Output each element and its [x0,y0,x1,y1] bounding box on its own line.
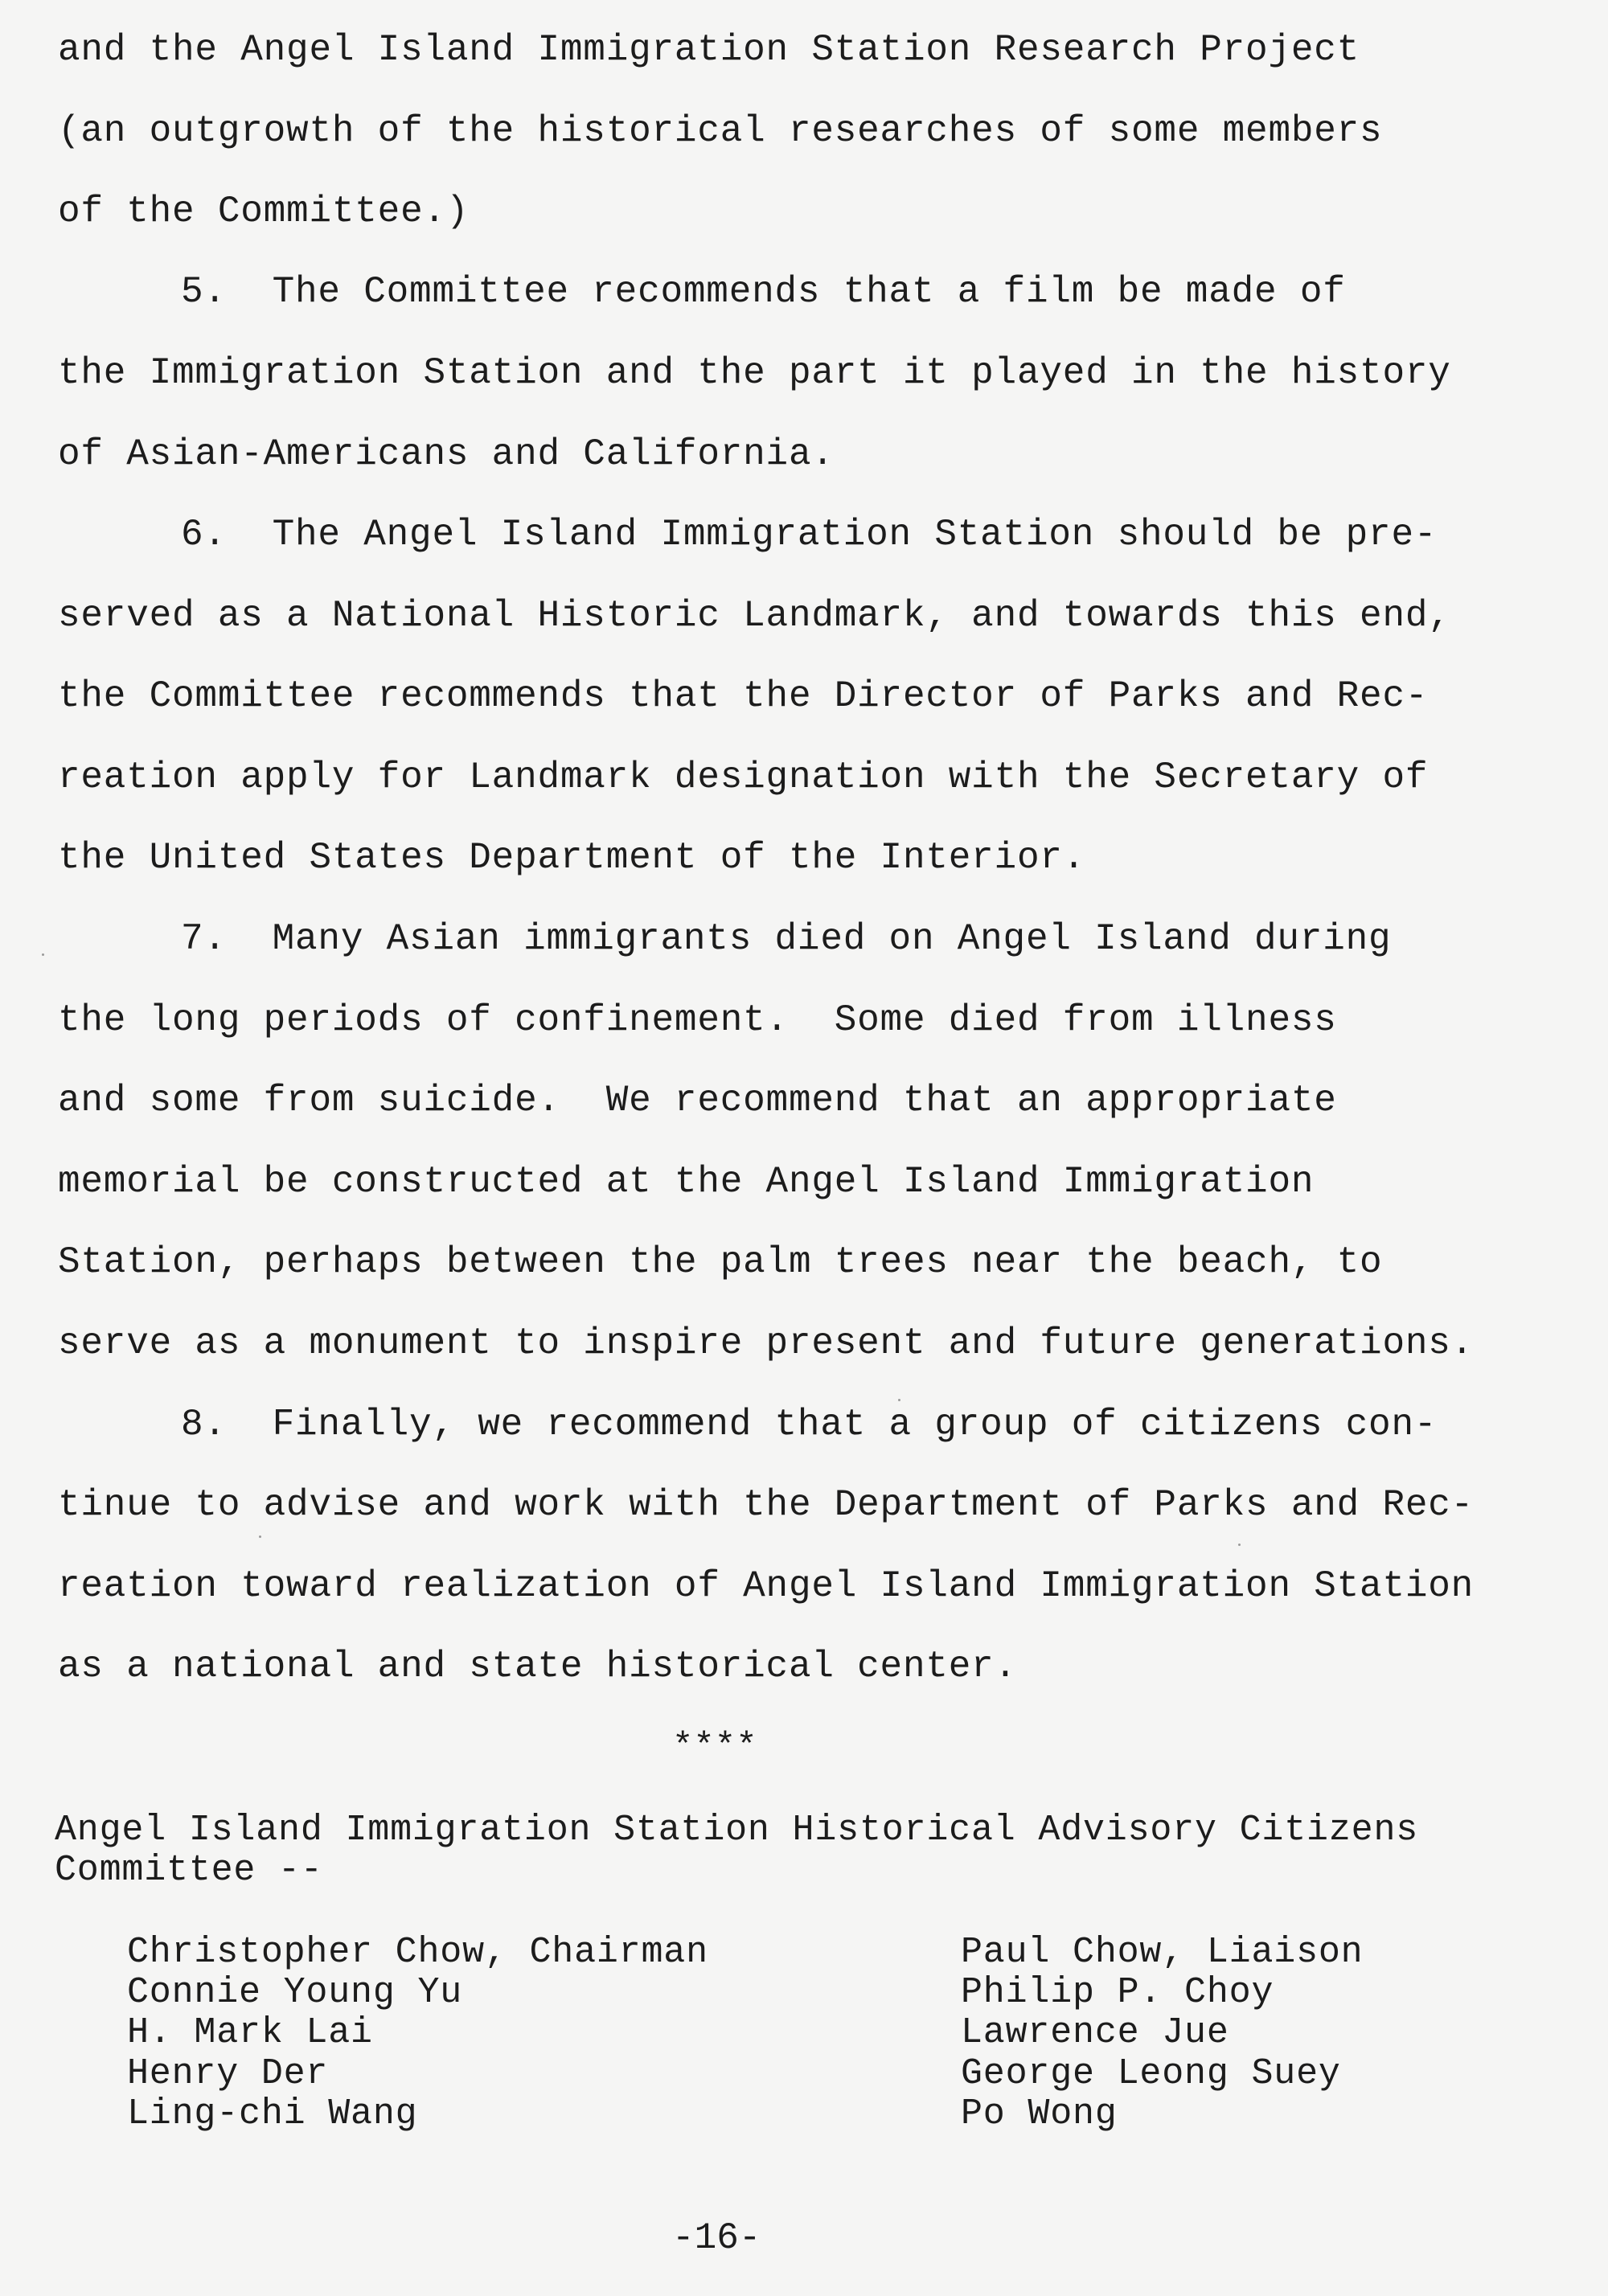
committee-heading: Committee -- [55,1850,323,1891]
member-name: Paul Chow, Liaison [961,1932,1364,1973]
member-name: Po Wong [961,2093,1118,2134]
body-line: memorial be constructed at the Angel Island Immigration [58,1161,1315,1203]
paper-speck [1238,1544,1241,1546]
recommendation-8-line: 8. Finally, we recommend that a group of citizens con- [181,1404,1438,1445]
body-line: served as a National Historic Landmark, and towards this end, [58,595,1451,637]
member-name: H. Mark Lai [127,2012,373,2053]
body-line: the United States Department of the Interior. [58,837,1086,879]
body-line: the Committee recommends that the Director of Parks and Rec- [58,675,1429,717]
recommendation-5-line: 5. The Committee recommends that a film be made of [181,271,1346,313]
body-line: and some from suicide. We recommend that an appropriate [58,1080,1337,1121]
recommendation-7-line: 7. Many Asian immigrants died on Angel Island during [181,918,1392,960]
body-line: the long periods of confinement. Some died from illness [58,999,1337,1041]
body-line: tinue to advise and work with the Department of Parks and Rec- [58,1484,1475,1526]
body-line: Station, perhaps between the palm trees near the beach, to [58,1241,1383,1283]
paper-speck [42,953,44,956]
body-line: reation toward realization of Angel Island Immigration Station [58,1565,1475,1607]
paper-speck [259,1535,261,1538]
body-line: as a national and state historical center. [58,1646,1017,1687]
body-line: and the Angel Island Immigration Station Research Project [58,29,1360,71]
body-line: (an outgrowth of the historical researches of some members [58,110,1383,152]
member-name: George Leong Suey [961,2053,1341,2094]
member-name: Philip P. Choy [961,1972,1274,2013]
body-line: serve as a monument to inspire present and future generations. [58,1322,1475,1364]
body-line: the Immigration Station and the part it played in the history [58,352,1451,394]
recommendation-6-line: 6. The Angel Island Immigration Station should be pre- [181,514,1438,556]
body-line: of the Committee.) [58,191,470,232]
committee-heading: Angel Island Immigration Station Historical Advisory Citizens [55,1810,1419,1851]
member-name: Christopher Chow, Chairman [127,1932,708,1973]
body-line: of Asian-Americans and California. [58,433,835,475]
member-name: Henry Der [127,2053,329,2094]
member-name: Connie Young Yu [127,1972,463,2013]
paper-speck [898,1399,900,1401]
page-number: -16- [672,2217,761,2259]
section-separator: **** [672,1727,757,1767]
member-name: Ling-chi Wang [127,2093,418,2134]
body-line: reation apply for Landmark designation with the Secretary of [58,756,1429,798]
member-name: Lawrence Jue [961,2012,1229,2053]
